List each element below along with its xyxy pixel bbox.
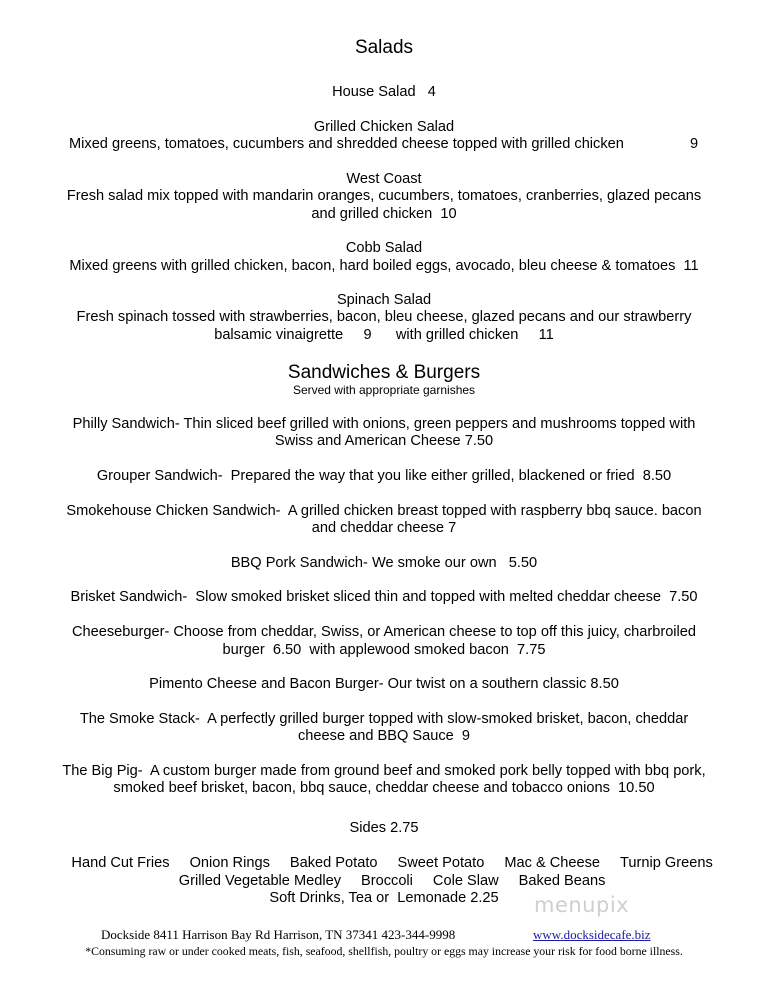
grilled-chicken-salad-desc: Mixed greens, tomatoes, cucumbers and shredded cheese topped with grilled chicken [69,136,624,152]
side-item: Sweet Potato [397,855,485,871]
footer-website-link[interactable]: www.docksidecafe.biz [533,927,651,942]
bbq-pork-sandwich: BBQ Pork Sandwich- We smoke our own 5.50 [230,555,538,571]
sandwiches-subheading: Served with appropriate garnishes [292,383,476,397]
west-coast-name: West Coast [346,171,422,187]
side-item: Cole Slaw [432,873,499,889]
smokehouse-sandwich-2: and cheddar cheese 7 [311,520,457,536]
cobb-salad-name: Cobb Salad [345,240,423,256]
footer-disclaimer: *Consuming raw or under cooked meats, fish, seafood, shellfish, poultry or eggs may increase your risk for food borne illness. [85,944,683,958]
spinach-salad-desc-1: Fresh spinach tossed with strawberries, bacon, bleu cheese, glazed pecans and our strawberry [76,309,692,325]
side-item: Hand Cut Fries [71,855,170,871]
sandwiches-heading: Sandwiches & Burgers [287,362,481,383]
big-pig-2: smoked beef brisket, bacon, bbq sauce, cheddar cheese and tobacco onions 10.50 [113,780,655,796]
big-pig-1: The Big Pig- A custom burger made from ground beef and smoked pork belly topped with bbq pork, [62,763,706,779]
philly-sandwich-1: Philly Sandwich- Thin sliced beef grilled with onions, green peppers and mushrooms topped with [72,416,696,432]
spinach-salad-name: Spinach Salad [336,292,432,308]
side-item: Turnip Greens [620,855,713,871]
side-item: Onion Rings [189,855,270,871]
sides-heading: Sides 2.75 [349,820,419,836]
house-salad: House Salad 4 [332,84,436,100]
side-item: Grilled Vegetable Medley [178,873,342,889]
smokehouse-sandwich-1: Smokehouse Chicken Sandwich- A grilled chicken breast topped with raspberry bbq sauce. bacon [66,503,702,519]
cheeseburger-1: Cheeseburger- Choose from cheddar, Swiss, or American cheese to top off this juicy, charbroiled [71,624,697,640]
grilled-chicken-salad-price: 9 [690,136,699,152]
grouper-sandwich: Grouper Sandwich- Prepared the way that you like either grilled, blackened or fried 8.50 [96,468,672,484]
grilled-chicken-salad-name: Grilled Chicken Salad [313,119,455,135]
menupix-watermark: menupix [534,893,630,917]
philly-sandwich-2: Swiss and American Cheese 7.50 [274,433,494,449]
side-item: Baked Potato [289,855,378,871]
salads-heading: Salads [354,37,414,58]
side-item: Broccoli [361,873,413,889]
cheeseburger-2: burger 6.50 with applewood smoked bacon 7.75 [222,642,546,658]
spinach-salad-desc-2: balsamic vinaigrette 9 with grilled chicken 11 [214,327,554,343]
west-coast-desc-1: Fresh salad mix topped with mandarin oranges, cucumbers, tomatoes, cranberries, glazed pecans [66,188,702,204]
side-item: Baked Beans [518,873,606,889]
west-coast-desc-2: and grilled chicken 10 [311,206,457,222]
brisket-sandwich: Brisket Sandwich- Slow smoked brisket sliced thin and topped with melted cheddar cheese 7.50 [70,589,698,605]
pimento-burger: Pimento Cheese and Bacon Burger- Our twist on a southern classic 8.50 [149,676,619,692]
cobb-salad-desc: Mixed greens with grilled chicken, bacon, hard boiled eggs, avocado, bleu cheese & tomatoes 11 [69,258,699,274]
smoke-stack-2: cheese and BBQ Sauce 9 [298,728,470,744]
smoke-stack-1: The Smoke Stack- A perfectly grilled burger topped with slow-smoked brisket, bacon, cheddar [79,711,689,727]
footer-address: Dockside 8411 Harrison Bay Rd Harrison, TN 37341 423-344-9998 [101,927,456,942]
side-item: Mac & Cheese [504,855,601,871]
drinks: Soft Drinks, Tea or Lemonade 2.25 [269,890,499,906]
